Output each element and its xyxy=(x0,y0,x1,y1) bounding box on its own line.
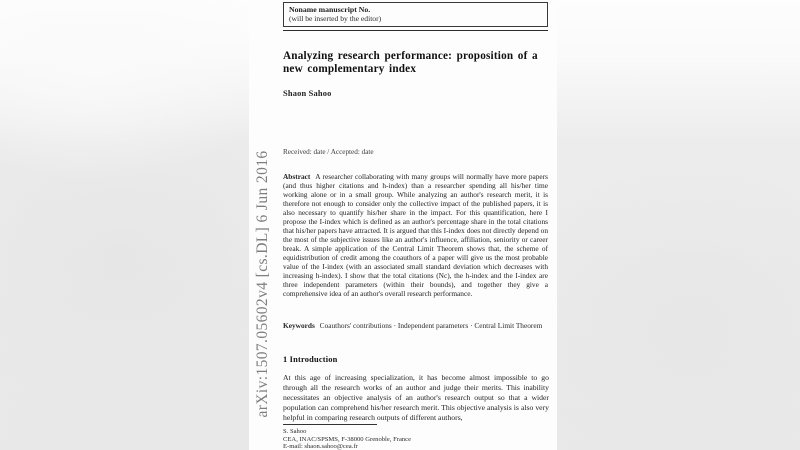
paper-title: Analyzing research performance: proposition of a new complementary index xyxy=(283,50,538,75)
header-divider-rule xyxy=(283,30,548,31)
keywords-text: Coauthors' contributions · Independent parameters · Central Limit Theorem xyxy=(319,321,543,330)
footnote-affiliation: CEA, INAC/SPSMS, F-38000 Grenoble, France xyxy=(283,435,412,443)
author-footnote-block xyxy=(283,428,411,450)
abstract-text: A researcher collaborating with many groups will normally have more papers (and thus higher citations and h-index) than a researcher spending all his/her time working alone or in a small group. While analyzing an author's research merit, it is therefore not enough to consider only the collective impact of the published papers, it is also necessary to quantify his/her share in the impact. For this quantification, here I propose the I-index which is defined as an author's percentage share in the total citations that his/her papers have attracted. It is argued that this I-index does not directly depend on the most of the subjective issues like an author's influence, affiliation, seniority or career break. A simple application of the Central Limit Theorem shows that, the scheme of equidistribution of credit among the coauthors of a paper will give us the most probable value of the I-index (with an associated small standard deviation which decreases with increasing h-index). I show that the total citations (Nc), the h-index and the I-index are three independent parameters (within their bounds), and together they give a comprehensive idea of an author's overall research performance. xyxy=(283,172,548,298)
manuscript-no-label: Noname manuscript No. xyxy=(289,5,371,14)
keywords-label: Keywords xyxy=(283,321,315,330)
abstract-paragraph xyxy=(283,172,548,298)
section-1-heading: 1 Introduction xyxy=(283,355,338,364)
footnote-rule xyxy=(283,424,377,425)
keywords-line xyxy=(283,321,548,331)
introduction-paragraph: At this age of increasing specialization, it has become almost impossible to go through all the research works of an author and judge their merits. This inability necessitates an objective analysis of an author's research output so that a wider population can comprehend his/her research merit. This objective analysis is also very helpful in comparing research outputs of different authors, xyxy=(283,373,549,422)
author-name: Shaon Sahoo xyxy=(283,89,332,98)
manuscript-header-box xyxy=(283,2,548,27)
paper-page xyxy=(249,0,557,450)
editor-insert-note: (will be inserted by the editor) xyxy=(289,14,382,23)
arxiv-identifier-watermark: arXiv:1507.05602v4 [cs.DL] 6 Jun 2016 xyxy=(254,150,271,418)
footnote-author: S. Sahoo xyxy=(283,428,307,435)
received-accepted-dates: Received: date / Accepted: date xyxy=(283,148,374,156)
footnote-email: E-mail: shaon.sahoo@cea.fr xyxy=(283,443,358,450)
abstract-label: Abstract xyxy=(283,172,311,181)
